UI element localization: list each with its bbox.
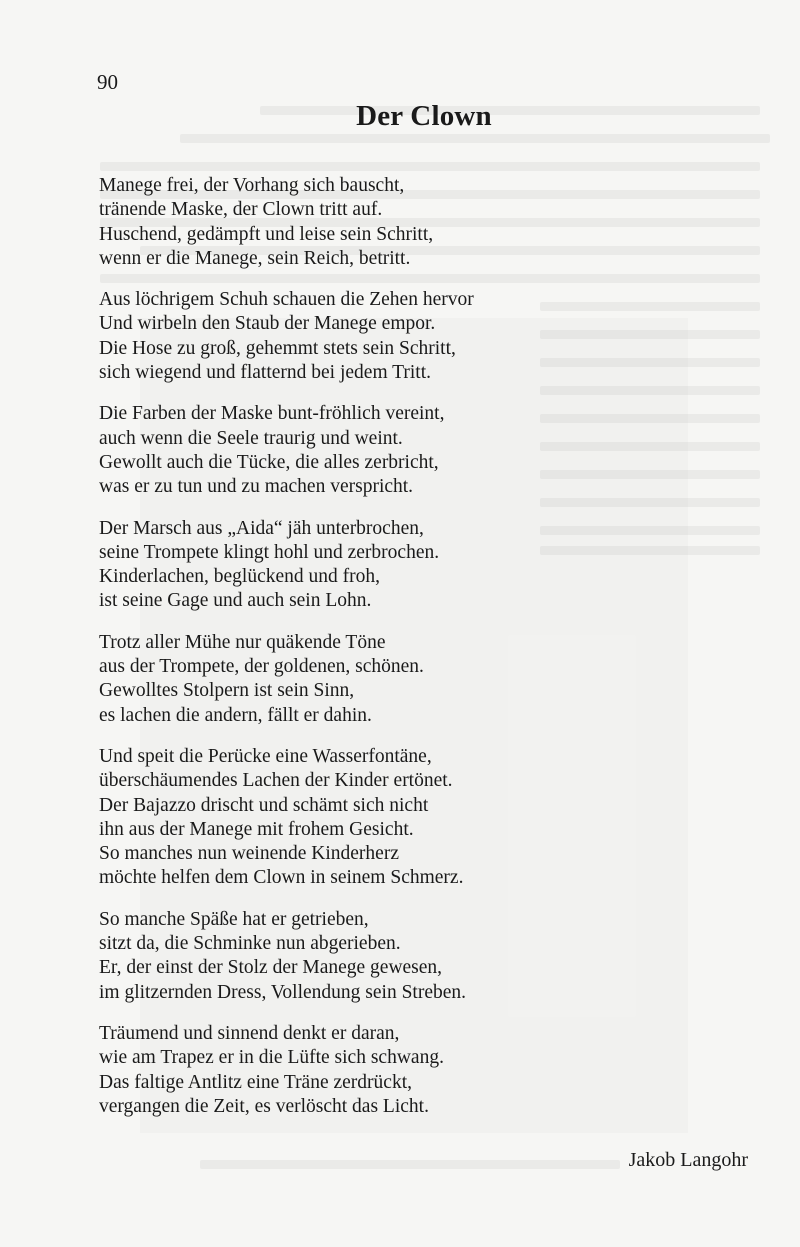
- poem-line: seine Trompete klingt hohl und zerbrochen.: [99, 541, 440, 563]
- poem-author: Jakob Langohr: [628, 1149, 748, 1171]
- poem-line: Und wirbeln den Staub der Manege empor.: [99, 313, 436, 335]
- poem-body: [99, 174, 719, 1136]
- ghost-text-line: [100, 162, 760, 171]
- stanza: [99, 402, 719, 499]
- poem-line: es lachen die andern, fällt er dahin.: [99, 704, 372, 726]
- poem-line: Er, der einst der Stolz der Manege gewesen,: [99, 957, 443, 979]
- poem-line: was er zu tun und zu machen verspricht.: [99, 476, 414, 498]
- poem-line: Der Marsch aus „Aida“ jäh unterbrochen,: [99, 517, 424, 539]
- ghost-caption-line: [200, 1160, 620, 1169]
- poem-line: tränende Maske, der Clown tritt auf.: [99, 199, 383, 221]
- poem-line: So manches nun weinende Kinderherz: [99, 843, 399, 865]
- poem-line: Der Bajazzo drischt und schämt sich nicht: [99, 794, 429, 816]
- poem-line: Kinderlachen, beglückend und froh,: [99, 566, 381, 588]
- poem-line: vergangen die Zeit, es verlöscht das Licht.: [99, 1095, 429, 1117]
- stanza: [99, 288, 719, 385]
- poem-line: ist seine Gage und auch sein Lohn.: [99, 590, 372, 612]
- poem-line: Die Hose zu groß, gehemmt stets sein Schritt,: [99, 337, 456, 359]
- poem-line: Gewollt auch die Tücke, die alles zerbricht,: [99, 451, 439, 473]
- poem-line: Träumend und sinnend denkt er daran,: [99, 1022, 400, 1044]
- poem-line: überschäumendes Lachen der Kinder ertönet.: [99, 770, 453, 792]
- stanza: [99, 745, 719, 891]
- poem-line: Das faltige Antlitz eine Träne zerdrückt,: [99, 1071, 412, 1093]
- poem-line: Trotz aller Mühe nur quäkende Töne: [99, 631, 386, 653]
- poem-line: im glitzernden Dress, Vollendung sein Streben.: [99, 981, 467, 1003]
- poem-line: Aus löchrigem Schuh schauen die Zehen hervor: [99, 289, 474, 311]
- poem-line: Huschend, gedämpft und leise sein Schritt,: [99, 223, 434, 245]
- poem-title: [0, 100, 800, 133]
- poem-line: aus der Trompete, der goldenen, schönen.: [99, 656, 424, 678]
- stanza: [99, 517, 719, 614]
- poem-line: Und speit die Perücke eine Wasserfontäne,: [99, 745, 432, 767]
- poem-line: wie am Trapez er in die Lüfte sich schwang.: [99, 1047, 444, 1069]
- stanza: [99, 1022, 719, 1119]
- stanza: [99, 174, 719, 271]
- page-number: 90: [97, 70, 118, 94]
- poem-line: wenn er die Manege, sein Reich, betritt.: [99, 247, 411, 269]
- poem-line: sitzt da, die Schminke nun abgerieben.: [99, 933, 401, 955]
- ghost-text-line: [180, 134, 770, 143]
- poem-line: Manege frei, der Vorhang sich bauscht,: [99, 175, 405, 196]
- poem-line: auch wenn die Seele traurig und weint.: [99, 427, 403, 449]
- stanza: [99, 908, 719, 1005]
- poem-line: Die Farben der Maske bunt-fröhlich vereint,: [99, 403, 445, 425]
- poem-title-text: Der Clown: [356, 100, 492, 132]
- poem-line: möchte helfen dem Clown in seinem Schmerz.: [99, 867, 464, 889]
- stanza: [99, 631, 719, 728]
- poem-line: sich wiegend und flatternd bei jedem Tritt.: [99, 362, 431, 384]
- poem-line: ihn aus der Manege mit frohem Gesicht.: [99, 818, 414, 840]
- poem-line: So manche Späße hat er getrieben,: [99, 908, 369, 930]
- poem-line: Gewolltes Stolpern ist sein Sinn,: [99, 680, 355, 702]
